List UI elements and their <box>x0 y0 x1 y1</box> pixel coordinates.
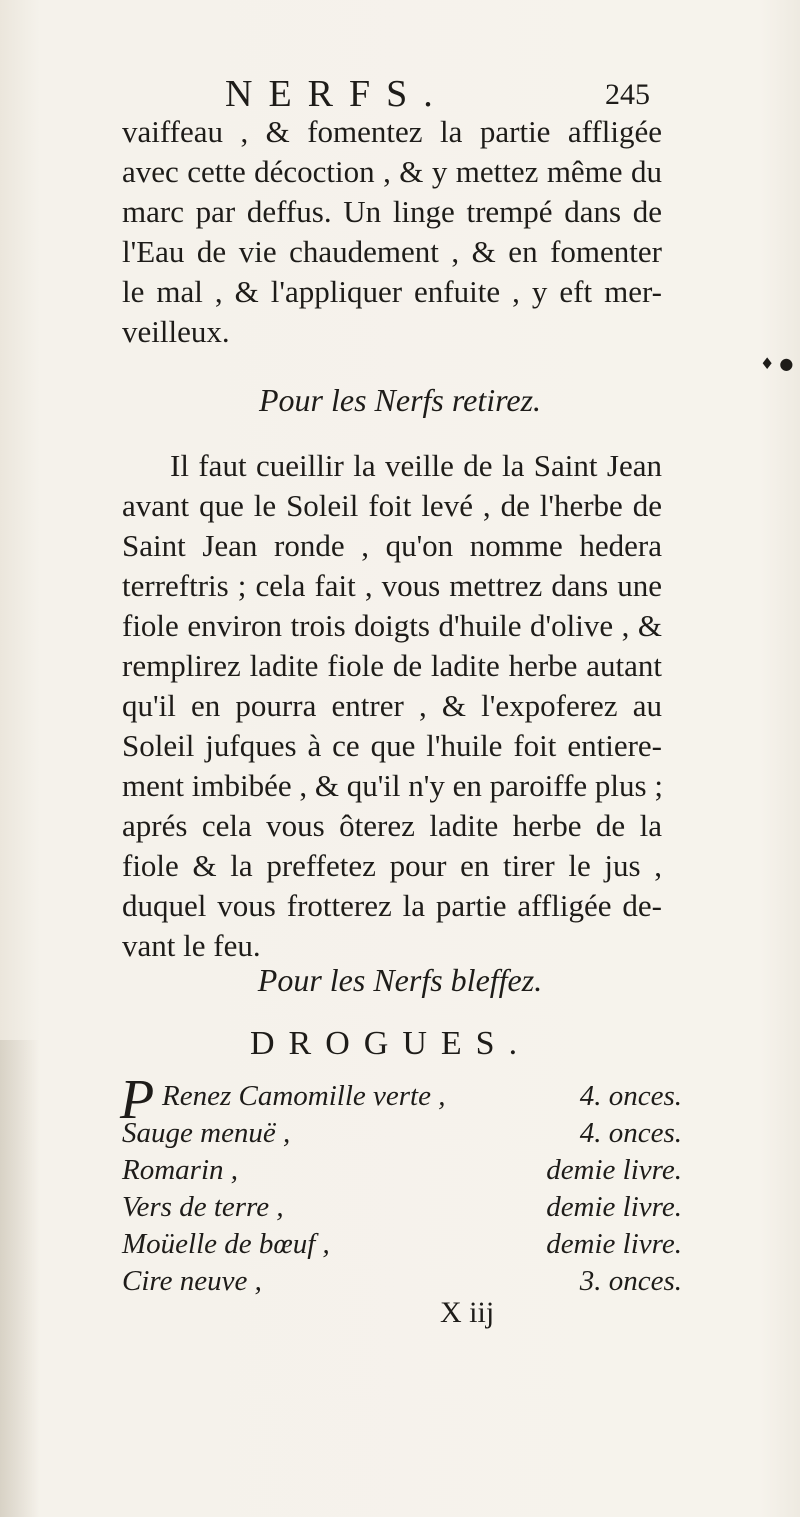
section-heading-bleffez: Pour les Nerfs bleffez. <box>257 962 543 998</box>
ingredient: Sauge menuë , <box>122 1117 291 1149</box>
recipe-row <box>122 1080 682 1117</box>
text-line: ment imbibée , & qu'il n'y en paroiffe plus ; <box>122 768 663 803</box>
drogues-title: DROGUES. <box>250 1025 532 1062</box>
drop-cap: P <box>120 1069 155 1131</box>
ingredient: Moüelle de bœuf , <box>122 1228 330 1260</box>
recipe-list <box>120 1069 682 1302</box>
text-line: Saint Jean ronde , qu'on nomme hedera <box>122 528 662 563</box>
ingredient: Renez Camomille verte , <box>162 1080 446 1112</box>
paragraph-1 <box>122 112 662 352</box>
text-line: Il faut cueillir la veille de la Saint Jean <box>170 448 662 483</box>
ingredient: Romarin , <box>122 1154 238 1186</box>
text-line: le mal , & l'appliquer enfuite , y eft mer- <box>122 274 662 309</box>
quantity: demie livre. <box>546 1191 682 1223</box>
text-line: l'Eau de vie chaudement , & en fomenter <box>122 234 662 269</box>
text-line: remplirez ladite fiole de ladite herbe autant <box>122 648 662 683</box>
text-line: fiole environ trois doigts d'huile d'olive , & <box>122 608 662 643</box>
recipe-row <box>122 1191 682 1228</box>
text-line: vant le feu. <box>122 928 261 963</box>
text-line: qu'il en pourra entrer , & l'expoferez au <box>122 688 662 723</box>
recipe-row <box>122 1265 682 1302</box>
recipe-row <box>122 1228 682 1265</box>
text-line: avant que le Soleil foit levé , de l'herbe de <box>122 488 662 523</box>
text-line: veilleux. <box>122 314 230 349</box>
text-line: aprés cela vous ôterez ladite herbe de la <box>122 808 662 843</box>
gutter-shadow <box>0 1040 40 1517</box>
margin-marks: ♦ ● <box>760 354 794 373</box>
signature-mark: X iij <box>440 1296 495 1329</box>
text-line: terreftris ; cela fait , vous mettrez dans une <box>122 568 662 603</box>
ingredient: Vers de terre , <box>122 1191 284 1223</box>
text-line: Soleil jufques à ce que l'huile foit entiere- <box>122 728 662 763</box>
text-line: avec cette décoction , & y mettez même du <box>122 154 662 189</box>
quantity: demie livre. <box>546 1228 682 1260</box>
ingredient: Cire neuve , <box>122 1265 262 1297</box>
text-line: vaiffeau , & fomentez la partie affligée <box>122 114 662 149</box>
paragraph-2 <box>122 446 662 966</box>
recipe-row <box>122 1154 682 1191</box>
text-line: marc par deffus. Un linge trempé dans de <box>122 194 662 229</box>
quantity: demie livre. <box>546 1154 682 1186</box>
text-line: fiole & la preffetez pour en tirer le jus , <box>122 848 662 883</box>
recipe-row <box>122 1117 682 1154</box>
quantity: 4. onces. <box>579 1117 682 1149</box>
quantity: 3. onces. <box>579 1265 682 1297</box>
quantity: 4. onces. <box>579 1080 682 1112</box>
running-head: NERFS. <box>225 73 449 115</box>
section-heading-retirez: Pour les Nerfs retirez. <box>258 382 542 418</box>
page-number: 245 <box>605 78 650 111</box>
text-line: duquel vous frotterez la partie affligée de- <box>122 888 662 923</box>
